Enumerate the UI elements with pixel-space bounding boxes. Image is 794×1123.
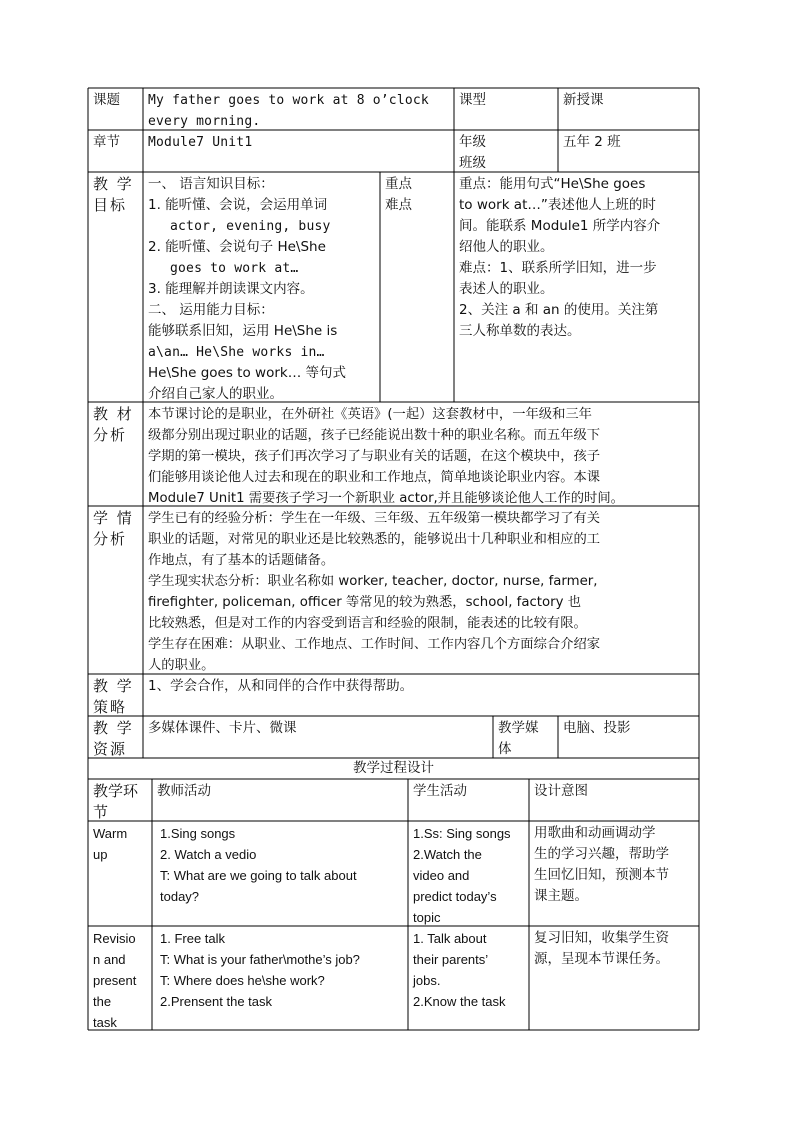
objective-line: 二、 运用能力目标： [148,302,274,318]
intent-header: 设计意图 [534,783,588,799]
material-line: 级都分别出现过职业的话题，孩子已经能说出数十种的职业名称。而五年级下 [148,428,601,443]
resources-label: 教 学 资源 [93,719,134,758]
students-line: 学生已有的经验分析：学生在一年级、三年级、五年级第一模块都学习了有关 [148,511,601,526]
key-points-content [454,172,699,402]
key-point-line: 2、关注 a 和 an 的使用。关注第 [459,302,659,318]
strategy-label: 教 学 策略 [93,677,134,716]
resources-content: 多媒体课件、卡片、微课 [148,720,297,736]
topic-value [143,88,454,130]
objectives-content [143,172,380,402]
table-row-stage: Warm up [93,826,128,862]
key-point-line: to work at…”表述他人上班的时 [459,197,656,213]
objective-line: goes to work at… [170,261,299,276]
objective-line: 一、 语言知识目标： [148,176,274,192]
student-header: 学生活动 [413,783,467,799]
table-row-teacher: 1.Sing songs 2. Watch a vedio T: What are we going to talk about today? [160,826,357,904]
chapter-label: 章节 [93,134,120,150]
media-label: 教学媒 体 [498,720,539,757]
strategy-content: 1、学会合作，从和同伴的合作中获得帮助。 [148,678,414,694]
material-line: Module7 Unit1 需要孩子学习一个新职业 actor,并且能够谈论他人工作的时间。 [148,491,624,506]
topic-line: every morning. [148,114,261,129]
students-line: 比较熟悉，但是对工作的内容受到语言和经验的限制，能表述的比较有限。 [148,616,587,631]
objective-line: actor, evening, busy [170,219,331,234]
table-row-intent: 复习旧知，收集学生资 源，呈现本节课任务。 [534,930,669,967]
topic-label: 课题 [93,92,120,108]
teacher-header: 教师活动 [157,783,211,799]
students-line: firefighter, policeman, officer 等常见的较为熟悉，school, factory 也 [148,595,582,610]
material-content [143,402,699,506]
stage-header: 教学环 节 [93,782,139,821]
table-row-intent: 用歌曲和动画调动学 生的学习兴趣，帮助学 生回忆旧知，预测本节 课主题。 [534,825,669,904]
objective-line: 介绍自己家人的职业。 [148,386,283,402]
students-line: 人的职业。 [148,658,215,673]
key-point-line: 绍他人的职业。 [459,239,554,255]
objective-line: 2. 能听懂、会说句子 He\She [148,239,326,255]
students-line: 作地点，有了基本的话题储备。 [148,553,335,568]
material-line: 学期的第一模块，孩子们再次学习了与职业有关的话题，在这个模块中，孩子 [148,449,601,464]
chapter-value: Module7 Unit1 [148,135,253,150]
media-value: 电脑、投影 [563,720,631,736]
lesson-type-label: 课型 [459,92,486,108]
objective-line: a\an… He\She works in… [148,345,325,360]
students-line: 学生现实状态分析：职业名称如 worker, teacher, doctor, nurse, farmer, [148,574,598,589]
table-row-teacher: 1. Free talk T: What is your father\mothe’s job? T: Where does he\she work? 2.Prensent the task [160,931,360,1009]
objective-line: He\She goes to work… 等句式 [148,365,346,381]
key-point-line: 难点：1、联系所学旧知，进一步 [459,260,657,276]
grade-value: 五年 2 班 [563,134,621,150]
material-label: 教 材 分析 [93,405,134,444]
key-point-line: 表述人的职业。 [459,281,554,297]
material-line: 本节课讨论的是职业，在外研社《英语》(一起）这套教材中，一年级和三年 [148,407,592,422]
students-label: 学 情 分析 [93,509,134,548]
material-line: 们能够用谈论他人过去和现在的职业和工作地点，简单地谈论职业内容。本课 [148,470,601,485]
lesson-type-value: 新授课 [563,92,604,108]
key-point-line: 间。能联系 Module1 所学内容介 [459,218,661,234]
objective-line: 1. 能听懂、会说，会运用单词 [148,197,328,213]
objective-line: 3. 能理解并朗读课文内容。 [148,281,314,297]
process-title: 教学过程设计 [353,760,434,776]
topic-line: My father goes to work at 8 o’clock [148,93,429,108]
objectives-label: 教 学 目标 [93,175,134,214]
table-row-stage: Revisio n and present the task [93,931,137,1030]
students-content [143,506,699,674]
objective-line: 能够联系旧知，运用 He\She is [148,323,338,339]
key-point-line: 重点：能用句式“He\She goes [459,176,646,192]
students-line: 学生存在困难：从职业、工作地点、工作时间、工作内容几个方面综合介绍家 [148,637,601,652]
key-points-label: 重点 难点 [385,176,412,213]
table-row-student: 1. Talk about their parents’ jobs. 2.Know the task [413,931,506,1009]
table-row-student: 1.Ss: Sing songs 2.Watch the video and predict today’s topic [413,826,511,925]
key-point-line: 三人称单数的表达。 [459,323,581,339]
grade-label: 年级 班级 [459,134,486,171]
students-line: 职业的话题，对常见的职业还是比较熟悉的，能够说出十几种职业和相应的工 [148,532,601,547]
